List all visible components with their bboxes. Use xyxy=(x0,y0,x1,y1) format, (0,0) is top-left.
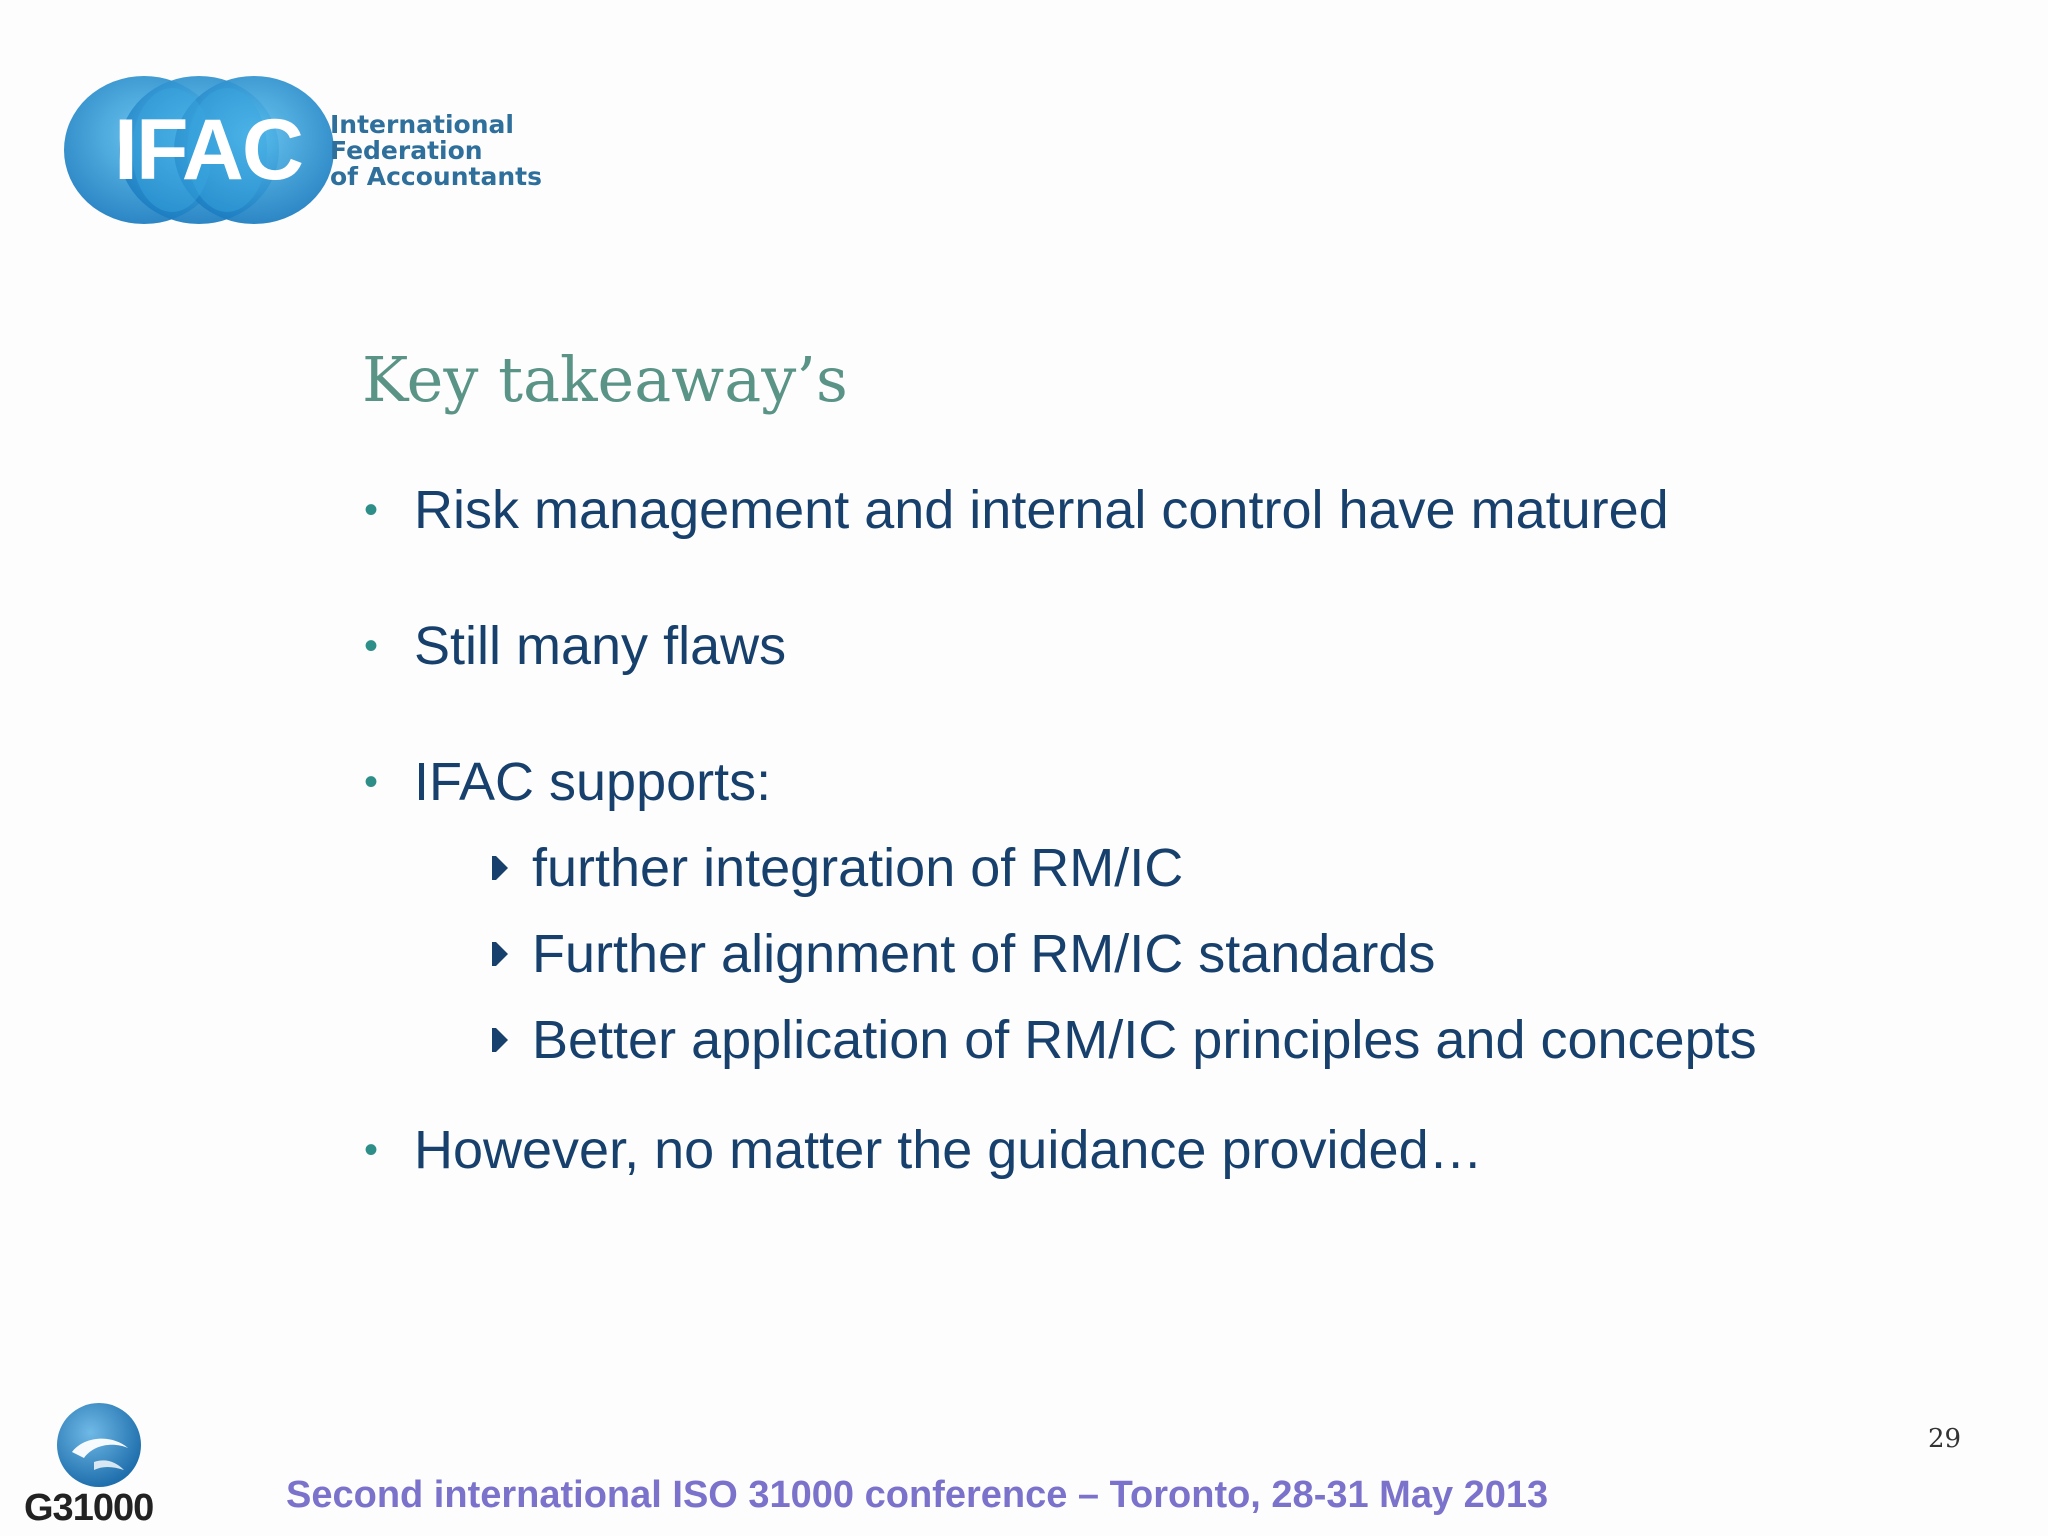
bullet-list xyxy=(362,476,1922,1184)
g31000-logo-text: G31000 xyxy=(24,1487,154,1529)
bullet-dot-icon: • xyxy=(364,760,379,804)
ifac-logo-name xyxy=(330,112,542,190)
bullet-text: Still many flaws xyxy=(414,616,787,676)
bullet-text: Risk management and internal control have matured xyxy=(414,480,1669,540)
sub-bullet-list xyxy=(414,834,1922,1074)
ifac-name-line-3: of Accountants xyxy=(330,162,542,191)
slide-title: Key takeaway’s xyxy=(362,343,848,416)
sub-bullet-text: Further alignment of RM/IC standards xyxy=(532,924,1436,984)
bullet-item xyxy=(362,612,1922,680)
g31000-logo xyxy=(18,1392,178,1532)
sub-bullet-item xyxy=(466,920,1922,988)
globe-swirl-icon xyxy=(54,1400,144,1490)
bullet-item xyxy=(362,476,1922,544)
bullet-item xyxy=(362,748,1922,1074)
bullet-dot-icon: • xyxy=(364,624,379,668)
bullet-text: However, no matter the guidance provided… xyxy=(414,1120,1483,1180)
sub-bullet-text: further integration of RM/IC xyxy=(532,838,1184,898)
triangle-right-icon xyxy=(496,856,508,880)
triangle-right-icon xyxy=(496,1028,508,1052)
bullet-dot-icon: • xyxy=(364,1128,379,1172)
bullet-dot-icon: • xyxy=(364,488,379,532)
ifac-logo xyxy=(64,72,542,232)
ifac-logo-mark-text: IFAC xyxy=(114,102,302,198)
bullet-text: IFAC supports: xyxy=(414,752,772,812)
bullet-item xyxy=(362,1116,1922,1184)
sub-bullet-text: Better application of RM/IC principles and concepts xyxy=(532,1010,1757,1070)
conference-footer: Second international ISO 31000 conference – Toronto, 28-31 May 2013 xyxy=(286,1474,1549,1516)
ifac-name-line-1: International xyxy=(330,110,514,139)
page-number: 29 xyxy=(1928,1424,1962,1454)
sub-bullet-item xyxy=(466,834,1922,902)
ifac-name-line-2: Federation xyxy=(330,136,483,165)
triangle-right-icon xyxy=(496,942,508,966)
sub-bullet-item xyxy=(466,1006,1922,1074)
